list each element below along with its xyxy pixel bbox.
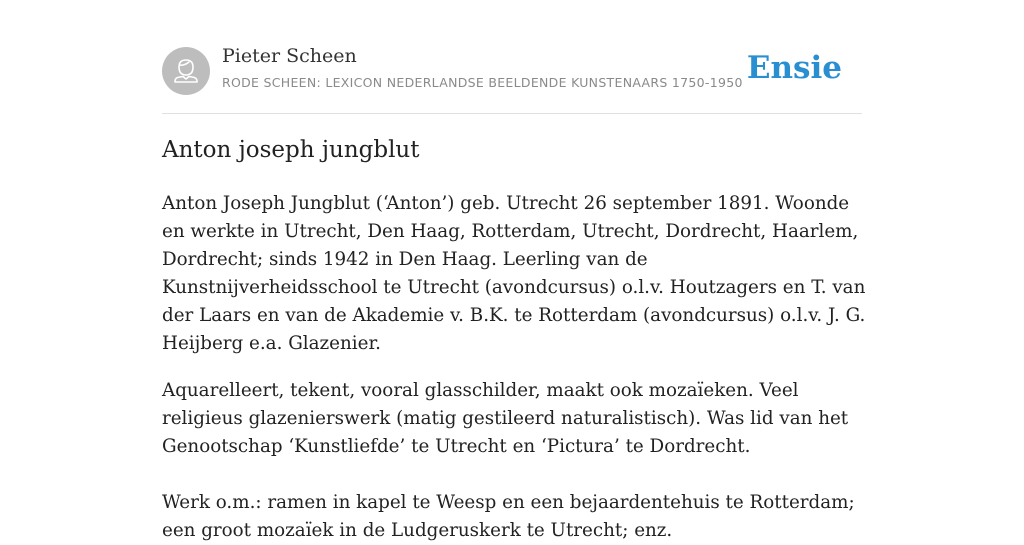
- article-title: Anton joseph jungblut: [162, 137, 420, 163]
- page-container: [162, 0, 866, 541]
- article-paragraph-1: Anton Joseph Jungblut (‘Anton’) geb. Utrecht 26 september 1891. Woonde en werkte in Utrecht, Den Haag, Rotterdam, Utrecht, Dordrecht, Haarlem, Dordrecht; sinds 1942 in Den Haag. Leerling van de Kunstnijverheidsschool te Utrecht (avondcursus) o.l.v. Houtzagers en T. van der Laars en van de Akademie v. B.K. te Rotterdam (avondcursus) o.l.v. J. G. Heijberg e.a. Glazenier.: [162, 193, 866, 354]
- article-body: [162, 190, 866, 545]
- article-paragraph-3: Werk o.m.: ramen in kapel te Weesp en een bejaardentehuis te Rotterdam; een groot mozaïek in de Ludgeruskerk te Utrecht; enz.: [162, 492, 855, 541]
- article-paragraph-2: Aquarelleert, tekent, vooral glasschilder, maakt ook mozaïeken. Veel religieus glazenierswerk (matig gestileerd naturalistisch). Was lid van het Genootschap ‘Kunstliefde’ te Utrecht en ‘Pictura’ te Dordrecht.: [162, 380, 849, 457]
- author-avatar[interactable]: [162, 47, 210, 95]
- ensie-logo[interactable]: Ensie: [746, 50, 842, 86]
- user-outline-icon: [162, 47, 210, 95]
- author-name[interactable]: Pieter Scheen: [222, 45, 357, 67]
- source-name[interactable]: RODE SCHEEN: LEXICON NEDERLANDSE BEELDENDE KUNSTENAARS 1750-1950: [222, 75, 743, 90]
- article-header: [162, 0, 862, 114]
